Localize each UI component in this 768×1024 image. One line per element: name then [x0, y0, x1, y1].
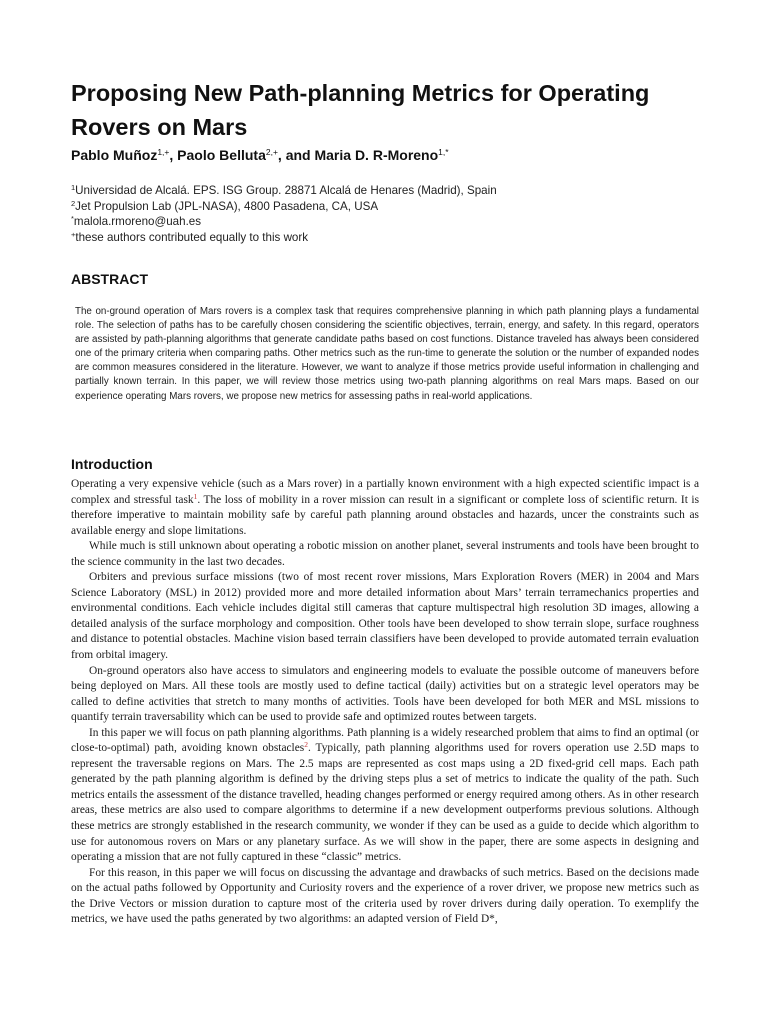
affiliation-mark: 2: [71, 198, 76, 208]
affiliation-text: these authors contributed equally to this work: [75, 231, 309, 245]
author-name: Paolo Belluta: [177, 147, 266, 163]
affiliation-mark: +: [71, 230, 76, 240]
introduction-heading: Introduction: [71, 456, 153, 472]
body-paragraph: For this reason, in this paper we will focus on discussing the advantage and drawbacks of such metrics. Based on the decisions made on the actual paths followed by Opportunity and Curiosity rovers and the experience of a rover driver, we propose new metrics such as the Drive Vectors or mission duration to capture most of the criteria used by rover drivers during daily operation. To exemplify the metrics, we have used the paths generated by two algorithms: an adapted version of Field D*,: [71, 866, 699, 926]
affiliation-text: Universidad de Alcalá. EPS. ISG Group. 28871 Alcalá de Henares (Madrid), Spain: [75, 184, 497, 197]
paragraph-text: . Typically, path planning algorithms used for rovers operation use 2.5D maps to represent the traversable regions on Mars. The 2.5 maps are represented as cost maps using a 2D fixed-grid cell maps. Each path generated by the path planning algorithm is defined by the driving steps plus a set of metrics to indicate the quality of the path. Such metrics entails the assessment of the distance travelled, heading changes performed or energy required among others. As in other research areas, these metrics are also used to compare algorithms to determine if a new development outperforms previous solutions. Although these metrics are strongly established in the research community, we wonder if they can be used as a guide to decide which algorithm to use for autonomous rovers on Mars or any planetary surface. As we will show in the paper, there are some aspects in designing and operating a mission that are not fully captured in these “classic” metrics.: [71, 742, 699, 864]
body-paragraph: [71, 726, 699, 866]
affiliation-line: [71, 183, 699, 199]
affiliation-text: Jet Propulsion Lab (JPL-NASA), 4800 Pasadena, CA, USA: [75, 199, 379, 213]
body-paragraph: Orbiters and previous surface missions (two of most recent rover missions, Mars Exploration Rovers (MER) in 2004 and Mars Science Laboratory (MSL) in 2012) provided more and more detailed information about Mars’ terrain terramechanics properties and environmental conditions. Each vehicle includes digital still cameras that capture multispectral high resolution 3D images, allowing a detailed analysis of the surface morphology and composition. Other tools have been developed to show terrain slope, surface roughness and distance to potential obstacles. Machine vision based terrain classifiers have been developed to provide automated terrain evaluation from orbital imagery.: [71, 571, 699, 662]
author-superscript: 2,+: [265, 147, 278, 157]
author-name: Maria D. R-Moreno: [314, 147, 439, 163]
corresponding-email-line: [71, 214, 699, 230]
abstract-text: The on-ground operation of Mars rovers is a complex task that requires comprehensive planning in which path planning plays a fundamental role. The selection of paths has to be carefully chosen considering the scientific objectives, terrain, energy, and safety. In this regard, operators are assisted by path-planning algorithms that generate candidate paths based on cost functions. Distance traveled has always been considered one of the primary criteria when comparing paths. Other metrics such as the run-time to generate the solution or the number of expanded nodes are common measures considered in the literature. However, we want to analyze if those metrics provide useful information in challenging and partially known terrain. In this paper, we will review those metrics using two-path planning algorithms on real Mars maps. Based on our experience operating Mars rovers, we propose new metrics for assessing paths in real-world applications.: [75, 306, 699, 402]
corresponding-email[interactable]: malola.rmoreno@uah.es: [73, 215, 202, 229]
author-superscript: 1,+: [157, 147, 170, 157]
citation-number[interactable]: 1: [193, 491, 198, 501]
author-list: [71, 144, 699, 166]
author-name: Pablo Muñoz: [71, 147, 158, 163]
paragraph-text: Operating a very expensive vehicle (such as a Mars rover) in a partially known environment with a high expected scientific impact is a complex and stressful task: [71, 478, 699, 506]
affiliation-line: [71, 199, 699, 215]
abstract-heading: ABSTRACT: [71, 271, 148, 287]
paragraph-text: In this paper we will focus on path planning algorithms. Path planning is a widely researched problem that aims to find an optimal (or close-to-optimal) path, avoiding known obstacles: [71, 726, 699, 755]
paper-title: Proposing New Path-planning Metrics for Operating Rovers on Mars: [71, 80, 650, 140]
author-superscript: 1,*: [438, 147, 449, 157]
paragraph-text: . The loss of mobility in a rover mission can result in a significant or complete loss of scientific return. It is therefore imperative to maintain mobility safe by careful path planning around obstacles and hazards, uncer the constraints such as available energy and slope limitations.: [71, 493, 699, 537]
body-paragraph: On-ground operators also have access to simulators and engineering models to evaluate the possible outcome of maneuvers before being deployed on Mars. All these tools are mostly used to define tactical (daily) activities but on a strategic level operators may be called to define activities that stretch to many months of activities. Tools have been developed for both MER and MSL missions to quantify terrain traversability which can be used to provide safe and optimized routes between targets.: [71, 664, 699, 724]
author-separator: ,: [169, 147, 178, 163]
body-paragraph: While much is still unknown about operating a robotic mission on another planet, several instruments and tools have been brought to the science community in the last two decades.: [71, 540, 699, 568]
introduction-body: [71, 477, 699, 928]
affiliation-mark: *: [71, 214, 74, 224]
affiliation-mark: 1: [71, 183, 76, 192]
equal-contribution-note: [71, 230, 699, 246]
author-separator: , and: [277, 147, 315, 163]
body-paragraph: [71, 477, 699, 539]
citation-number[interactable]: 2: [304, 740, 308, 750]
affiliation-list: [71, 183, 699, 246]
